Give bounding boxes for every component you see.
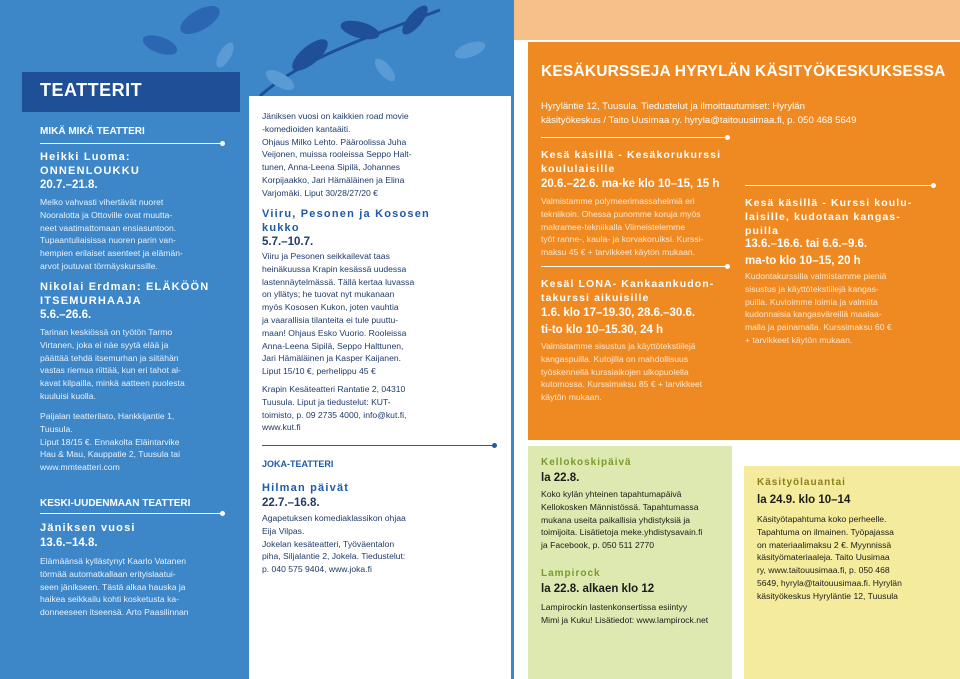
event-date: 20.7.–21.8. <box>40 179 98 191</box>
event-description: Koko kylän yhteinen tapahtumapäivä Kellokosken Männistössä. Tapahtumassa mukana useita paikallisia yhdistyksiä ja toimijoita. Lisätietoja meke.yhdistysavain.fi ja Facebook, p. 050 511 2770 <box>541 489 703 551</box>
courses-title: KESÄKURSSEJA HYRYLÄN KÄSITYÖKESKUKSESSA <box>541 63 946 80</box>
course-date: 20.6.–22.6. ma-ke klo 10–15, 15 h <box>541 178 720 190</box>
course-heading: Kesä käsillä - Kesäkorukurssi koululaisille <box>541 149 722 175</box>
divider <box>745 185 933 186</box>
event-info: Krapin Kesäteatteri Rantatie 2, 04310 Tuusula. Liput ja tiedustelut: KUT- toimisto, p. 09 2735 4000, info@kut.fi, www.kut.fi <box>262 384 407 433</box>
website-link[interactable]: www.kut.fi <box>262 422 301 433</box>
divider-dot <box>931 183 936 188</box>
divider-dot <box>725 264 730 269</box>
event-heading: Hilman päivät <box>262 482 350 494</box>
divider <box>541 137 727 138</box>
event-date: 13.6.–14.8. <box>40 537 98 549</box>
section-heading: MIKÄ MIKÄ TEATTERI <box>40 126 145 137</box>
leaf-decoration-icon <box>0 0 240 72</box>
event-date: 5.7.–10.7. <box>262 236 314 248</box>
divider <box>541 266 727 267</box>
event-heading: Jäniksen vuosi <box>40 522 136 534</box>
event-date: la 24.9. klo 10–14 <box>757 494 851 506</box>
event-heading: Kellokoskipäivä <box>541 457 632 468</box>
section-heading: JOKA-TEATTERI <box>262 459 334 469</box>
course-heading: Kesä käsillä - Kurssi koulu- laisille, kudotaan kangas- puilla <box>745 197 913 237</box>
event-description: Lampirockin lastenkonsertissa esiintyy Mimi ja Kuku! Lisätiedot: www.lampirock.net <box>541 602 709 625</box>
page-title: TEATTERIT <box>40 80 143 100</box>
event-description: Agapetuksen komediaklassikon ohjaa Eija Vilpas. Jokelan kesäteatteri, Työväentalon piha, Siljalantie 2, Jokela. Tiedustelut: p. 040 575 9404, www.joka.fi <box>262 513 406 575</box>
event-date: la 22.8. alkaen klo 12 <box>541 583 655 595</box>
event-description: Melko vahvasti vihertävät nuoret Nooralotta ja Ottoville ovat muutta- neet vaatimattomaan ensiasuntoon. Tupaantuliaisissa nuoren parin van- hempien erilaiset asenteet ja elämän- arvot joutuvat törmäyskurssille. <box>40 197 183 271</box>
section-heading: KESKI-UUDENMAAN TEATTERI <box>40 498 191 509</box>
courses-contact: Hyryläntie 12, Tuusula. Tiedustelut ja ilmoittautumiset: Hyrylän käsityökeskus / Taito Uusimaa ry. hyryla@taitouusimaa.fi, p. 050 468 5649 <box>541 101 857 126</box>
event-date: 5.6.–26.6. <box>40 309 92 321</box>
course-date: 1.6. klo 17–19.30, 28.6.–30.6. ti-to klo 10–15.30, 24 h <box>541 307 696 336</box>
event-date: 22.7.–16.8. <box>262 497 320 509</box>
event-heading: Heikki Luoma: ONNENLOUKKU <box>40 151 140 177</box>
event-description: Jäniksen vuosi on kaikkien road movie -komedioiden kantaäiti. Ohjaus Milko Lehto. Pääroolissa Juha Veijonen, muissa rooleissa Seppo Halt- tunen, Anna-Leena Sipilä, Johannes Korpijaakko, Jari Hämäläinen ja Elina Varjomäki. Liput 30/28/27/20 € <box>262 111 412 198</box>
divider <box>262 445 494 446</box>
course-date: 13.6.–16.6. tai 6.6.–9.6. ma-to klo 10–15, 20 h <box>745 238 868 267</box>
event-description: Tarinan keskiössä on työtön Tarmo Virtanen, joka ei näe syytä elää ja päättää tehdä itsemurhan ja siitähän vastas riemua riittää, kun eri tahot al- kavat kilpailla, minkä aatteen puolesta kuuluisi kuolla. <box>40 327 185 401</box>
event-info: Paijalan teatterilato, Hankkijantie 1, Tuusula. Liput 18/15 €. Ennakolta Eläintarvike Hau & Mau, Kauppatie 2, Tuusula tai www.mmteatteri.com <box>40 411 180 473</box>
divider-dot <box>725 135 730 140</box>
divider-dot <box>220 511 225 516</box>
course-description: Kudontakurssilla valmistamme pieniä sisustus ja käyttötekstiilejä kangas- puilla. Kuvioimme loimia ja valmiita kudonnaisia kangasväreillä maalaa- malla ja painamalla. Kurssimaksu 60 € + tarvikkeet käytön mukaan. <box>745 271 892 345</box>
course-description: Valmistamme sisustus ja käyttötekstiilejä kangaspuilla. Kutojilla on mahdollisuus työskennellä kurssiaikojen ulkopuolella kutomossa. Kurssimaksu 85 € + tarvikkeet käytön mukaan. <box>541 341 703 403</box>
event-heading: Lampirock <box>541 568 601 579</box>
top-strip <box>514 0 960 40</box>
divider <box>40 513 222 514</box>
leaf-decoration-icon <box>240 0 514 96</box>
event-description: Elämäänsä kyllästynyt Kaarlo Vatanen törmää automatkallaan erityislaatui- seen jänikseen. Tästä alkaa hauska ja haikea seikkailu kohti kosketusta ka- donneeseen itseensä. Arto Paasilinnan <box>40 556 189 618</box>
course-heading: Kesäl LONA- Kankaankudon- takurssi aikuisille <box>541 278 715 304</box>
event-date: la 22.8. <box>541 472 580 484</box>
event-heading: Viiru, Pesonen ja Kososen kukko <box>262 208 430 234</box>
event-heading: Nikolai Erdman: ELÄKÖÖN ITSEMURHAAJA <box>40 281 210 307</box>
divider-dot <box>492 443 497 448</box>
event-description: Käsityötapahtuma koko perheelle. Tapahtuma on ilmainen. Työpajassa on materiaalimaksu 2 €. Myynnissä käsityömateriaaleja. Taito Uusimaa ry, www.taitouusimaa.fi, p. 050 468 5649, hyryla@taitouusimaa.fi. Hyrylän käsityökeskus Hyryläntie 12, Tuusula <box>757 514 902 601</box>
event-heading: Käsityölauantai <box>757 477 846 488</box>
website-link[interactable]: www.mmteatteri.com <box>40 462 120 473</box>
divider-dot <box>220 141 225 146</box>
divider <box>40 143 222 144</box>
course-description: Valmistamme polymeerimassahelmiä eri tekniikoin. Ohessa punomme koruja myös makramee-tekniikalla Viimeistelemme työt ranne-, kaula- ja korvakoruiksi. Kurssi- maksu 45 € + tarvikkeet käytön mukaan. <box>541 196 704 258</box>
event-description: Viiru ja Pesonen seikkailevat taas heinäkuussa Krapin kesässä uudessa lastennäytelmässä. Tällä kertaa luvassa on yllätys; he tuovat nyt mukanaan myös Kososen Kukon, joten vauhtia ja vaarallisia tilanteita ei tule puuttu- maan! Ohjaus Esko Vuorio. Rooleissa Anna-Leena Sipilä, Seppo Halttunen, Jari Hämäläinen ja Kasper Kaijanen. Liput 15/10 €, perhelippu 45 € <box>262 251 415 377</box>
